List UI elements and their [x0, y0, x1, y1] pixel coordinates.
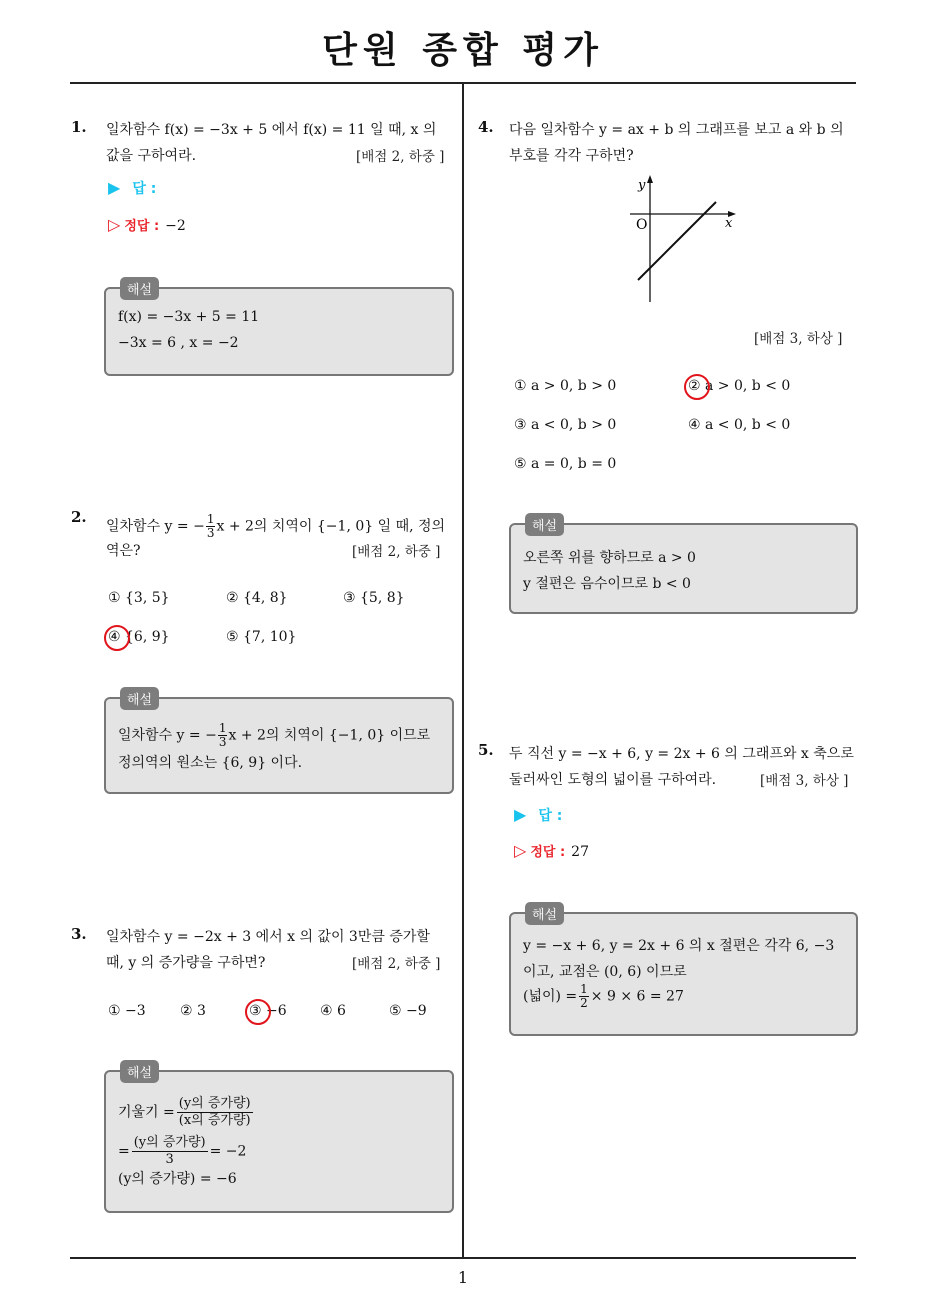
- option-3[interactable]: ③ {5, 8}: [343, 590, 405, 606]
- page-title: 단원 종합 평가: [322, 30, 604, 71]
- fraction: (y의 증가량) (x의 증가량): [178, 1096, 251, 1128]
- score-info: [배점 2, 하중 ]: [356, 149, 445, 165]
- fraction: $\frac{1}{3}$: [218, 721, 227, 749]
- explanation-line: 오른쪽 위를 향하므로 a > 0: [523, 550, 696, 566]
- score-info: [배점 2, 하중 ]: [352, 956, 441, 972]
- correct-answer: [108, 215, 186, 234]
- explanation-tag: 해설: [525, 513, 564, 536]
- explanation-line: 정의역의 원소는 {6, 9} 이다.: [118, 755, 303, 771]
- question-number: 4.: [478, 118, 494, 136]
- explanation-line: f(x) = −3x + 5 = 11: [118, 309, 260, 325]
- explanation-line: 기울기 = (y의 증가량) (x의 증가량): [118, 1096, 251, 1128]
- question-text: 둘러싸인 도형의 넓이를 구하여라.: [509, 772, 717, 788]
- option-2[interactable]: ② 3: [180, 1003, 206, 1019]
- page-number: 1: [457, 1268, 469, 1287]
- explanation-line: y 절편은 음수이므로 b < 0: [523, 576, 691, 592]
- option-5[interactable]: ⑤ {7, 10}: [226, 629, 297, 645]
- x-axis-label: x: [725, 216, 733, 231]
- question-text: 일차함수 f(x) = −3x + 5 에서 f(x) = 11 일 때, x 의: [106, 122, 437, 138]
- question-number: 3.: [71, 925, 87, 943]
- correct-label: 정답 :: [530, 845, 566, 860]
- option-4[interactable]: ④ 6: [320, 1003, 346, 1019]
- question-text: 때, y 의 증가량을 구하면?: [106, 955, 266, 971]
- selected-answer-circle: [245, 999, 271, 1025]
- explanation-line: = (y의 증가량) 3 = −2: [118, 1135, 247, 1167]
- question-text: 역은?: [106, 543, 141, 559]
- question-text: 부호를 각각 구하면?: [509, 148, 634, 164]
- explanation-line: (y의 증가량) = −6: [118, 1171, 237, 1187]
- explanation-box: [509, 523, 858, 614]
- score-info: [배점 2, 하중 ]: [352, 544, 441, 560]
- option-2[interactable]: ② {4, 8}: [226, 590, 288, 606]
- linear-function-graph: [620, 172, 744, 306]
- option-1[interactable]: ① {3, 5}: [108, 590, 170, 606]
- explanation-line: 일차함수 y = − $\frac{1}{3}$ x + 2의 치역이 {−1, 0} 이므로: [118, 721, 431, 749]
- explanation-line: (넓이) = $\frac{1}{2}$ × 9 × 6 = 27: [523, 982, 684, 1010]
- play-icon: ▶: [514, 805, 527, 824]
- option-5[interactable]: ⑤ −9: [389, 1003, 427, 1019]
- explanation-tag: 해설: [525, 902, 564, 925]
- option-4[interactable]: ④ a < 0, b < 0: [688, 417, 791, 433]
- score-info: [배점 3, 하상 ]: [760, 773, 849, 789]
- fraction: $\frac{1}{3}$: [206, 512, 215, 540]
- question-text: 다음 일차함수 y = ax + b 의 그래프를 보고 a 와 b 의: [509, 122, 844, 138]
- correct-value: 27: [571, 844, 589, 860]
- explanation-tag: 해설: [120, 277, 159, 300]
- explanation-line: 이고, 교점은 (0, 6) 이므로: [523, 964, 687, 980]
- option-1[interactable]: ① a > 0, b > 0: [514, 378, 617, 394]
- y-axis-arrow: [647, 175, 653, 183]
- question-number: 1.: [71, 118, 87, 136]
- option-4[interactable]: ④ {6, 9}: [108, 629, 170, 645]
- question-text: 값을 구하여라.: [106, 148, 197, 164]
- explanation-tag: 해설: [120, 687, 159, 710]
- option-3[interactable]: ③ −6: [249, 1003, 287, 1019]
- question-text: 두 직선 y = −x + 6, y = 2x + 6 의 그래프와 x 축으로: [509, 746, 854, 762]
- option-3[interactable]: ③ a < 0, b > 0: [514, 417, 617, 433]
- explanation-line: y = −x + 6, y = 2x + 6 의 x 절편은 각각 6, −3: [523, 938, 835, 954]
- question-text: 일차함수 y = − $\frac{1}{3}$ x + 2의 치역이 {−1, 0} 일 때, 정의: [106, 512, 446, 540]
- correct-label: 정답 :: [124, 219, 160, 234]
- answer-field[interactable]: [108, 178, 156, 198]
- option-1[interactable]: ① −3: [108, 1003, 146, 1019]
- fraction: $\frac{1}{2}$: [580, 982, 588, 1010]
- origin-label: O: [636, 217, 648, 233]
- question-number: 5.: [478, 741, 494, 759]
- question-number: 2.: [71, 508, 87, 526]
- answer-label: 답 :: [538, 808, 563, 824]
- y-axis-label: y: [638, 178, 646, 193]
- answer-field[interactable]: [514, 805, 562, 825]
- selected-answer-circle: [684, 374, 710, 400]
- option-5[interactable]: ⑤ a = 0, b = 0: [514, 456, 617, 472]
- triangle-outline-icon: ▷: [514, 841, 527, 860]
- explanation-box: [104, 287, 454, 376]
- explanation-line: −3x = 6 , x = −2: [118, 335, 239, 351]
- play-icon: ▶: [108, 178, 121, 197]
- correct-answer: [514, 841, 589, 860]
- selected-answer-circle: [104, 625, 130, 651]
- correct-value: −2: [165, 218, 186, 234]
- triangle-outline-icon: ▷: [108, 215, 121, 234]
- question-text: 일차함수 y = −2x + 3 에서 x 의 값이 3만큼 증가할: [106, 929, 430, 945]
- footer-rule: [70, 1257, 856, 1259]
- column-divider: [462, 84, 464, 1258]
- explanation-tag: 해설: [120, 1060, 159, 1083]
- option-2[interactable]: ② a > 0, b < 0: [688, 378, 791, 394]
- answer-label: 답 :: [132, 181, 157, 197]
- score-info: [배점 3, 하상 ]: [754, 331, 843, 347]
- fraction: (y의 증가량) 3: [133, 1135, 206, 1167]
